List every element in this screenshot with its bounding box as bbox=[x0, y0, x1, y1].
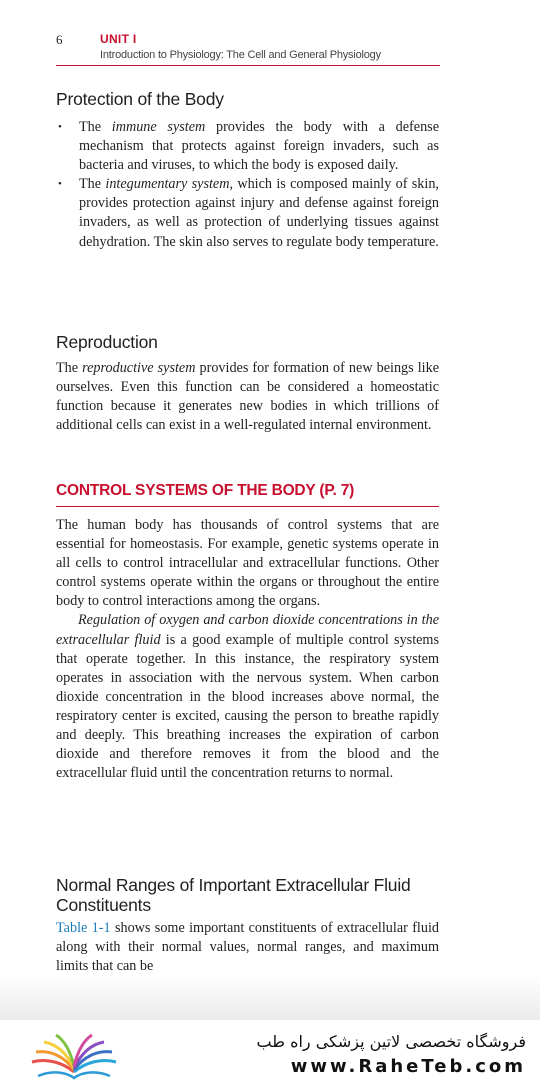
list-item: • The integumentary system, which is composed mainly of skin, provides protection against injury and defense against foreign invaders, as well as protection of underlying tissues against dehydration. The skin also serves to regulate body temperature. bbox=[58, 176, 439, 250]
table-link[interactable]: Table 1-1 bbox=[56, 920, 111, 936]
list-item: • The immune system provides the body with a defense mechanism that protects against foreign invaders, such as bacteria and viruses, to which the body is exposed daily. bbox=[58, 119, 439, 174]
section-heading-reproduction: Reproduction bbox=[56, 332, 158, 352]
normal-ranges-section bbox=[56, 875, 439, 976]
heading-divider bbox=[56, 506, 439, 507]
chapter-heading: CONTROL SYSTEMS OF THE BODY (P. 7) bbox=[56, 482, 355, 499]
reproduction-paragraph: The reproductive system provides for formation of new beings like ourselves. Even this function can be considered a homeostatic function because it generates new bodies in which trillions of additional cells can exist in a well-regulated internal environment. bbox=[56, 360, 439, 434]
control-paragraph-2: Regulation of oxygen and carbon dioxide concentrations in the extracellular fluid is a good example of multiple control systems that operate together. In this instance, the respiratory system operates in association with the nervous system. When carbon dioxide concentration in the blood increases above normal, the respiratory center is excited, causing the person to breathe rapidly and deeply. This breathing increases the expiration of carbon dioxide and therefore removes it from the blood and the extracellular fluid until the concentration returns to normal. bbox=[56, 612, 439, 782]
section-heading-normal-ranges: Normal Ranges of Important Extracellular Fluid Constituents bbox=[56, 875, 411, 915]
protection-section bbox=[56, 89, 439, 252]
shop-name: فروشگاه تخصصی لاتین پزشکی راه طب bbox=[256, 1032, 526, 1051]
reproduction-section bbox=[56, 332, 439, 435]
open-book-logo-icon bbox=[28, 1032, 120, 1080]
section-heading-protection: Protection of the Body bbox=[56, 89, 224, 109]
term-oxygen-regulation: Regulation of oxygen and carbon dioxide concentrations in the extracellular fluid bbox=[56, 612, 439, 648]
control-systems-section bbox=[56, 482, 439, 783]
term-immune-system: immune system bbox=[111, 119, 206, 135]
page-number: 6 bbox=[56, 32, 63, 47]
term-reproductive-system: reproductive system bbox=[82, 360, 196, 376]
unit-label: UNIT I bbox=[100, 32, 137, 46]
watermark-footer bbox=[0, 1020, 540, 1080]
protection-list bbox=[56, 118, 439, 252]
bullet-icon: • bbox=[58, 178, 62, 191]
bottom-fade bbox=[0, 975, 540, 1025]
unit-subtitle: Introduction to Physiology: The Cell and General Physiology bbox=[100, 49, 381, 61]
normal-ranges-paragraph: Table 1-1 shows some important constituents of extracellular fluid along with their normal values, normal ranges, and maximum limits that can be bbox=[56, 920, 440, 975]
running-header bbox=[0, 30, 540, 68]
term-integumentary-system: integumentary system, bbox=[105, 176, 234, 193]
bullet-icon: • bbox=[58, 121, 62, 133]
control-paragraph-1: The human body has thousands of control systems that are essential for homeostasis. For example, genetic systems operate in all cells to control intracellular and extracellular functions. Other control systems operate within the organs or throughout the entire body to control interactions among the organs. bbox=[56, 517, 439, 610]
shop-url[interactable]: www.RaheTeb.com bbox=[290, 1056, 526, 1077]
header-divider bbox=[56, 65, 440, 66]
